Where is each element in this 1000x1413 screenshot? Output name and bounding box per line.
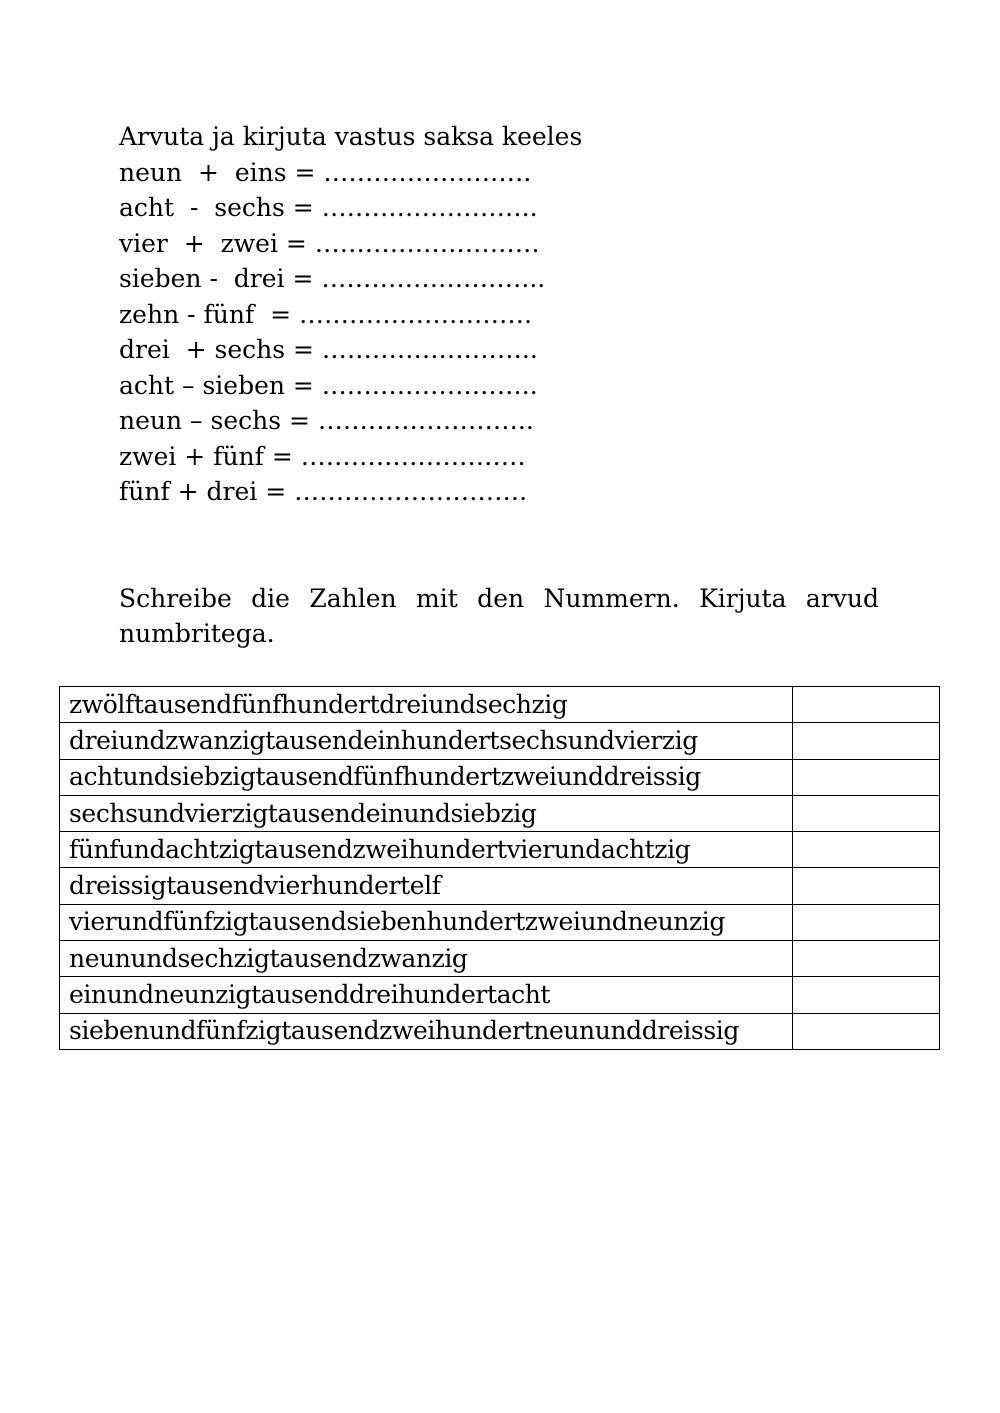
arithmetic-problem: zwei + fünf = ……………………… [119, 441, 526, 471]
answer-cell[interactable] [792, 1013, 939, 1049]
number-word-cell: siebenundfünfzigtausendzweihundertneununddreissig [60, 1013, 793, 1049]
answer-cell[interactable] [792, 977, 939, 1013]
table-row [60, 941, 940, 977]
answer-cell[interactable] [792, 832, 939, 868]
arithmetic-problem: neun – sechs = …………………….. [119, 406, 534, 435]
arithmetic-problem: vier + zwei = ……………………… [119, 228, 540, 258]
arithmetic-problem: zehn - fünf = ………………………. [119, 299, 532, 329]
exercise-2-instruction: Schreibe die Zahlen mit den Nummern. Kirjuta arvud numbritega. [119, 584, 879, 648]
answer-cell[interactable] [792, 868, 939, 904]
arithmetic-exercise [119, 119, 879, 510]
number-word-cell: dreiundzwanzigtausendeinhundertsechsundvierzig [60, 723, 793, 759]
table-row [60, 687, 940, 723]
number-word-cell: zwölftausendfünfhundertdreiundsechzig [60, 687, 793, 723]
answer-cell[interactable] [792, 759, 939, 795]
number-word-cell: neunundsechzigtausendzwanzig [60, 941, 793, 977]
answer-cell[interactable] [792, 723, 939, 759]
table-row [60, 723, 940, 759]
table-row [60, 759, 940, 795]
table-row [60, 1013, 940, 1049]
number-word-cell: dreissigtausendvierhundertelf [60, 868, 793, 904]
answer-cell[interactable] [792, 795, 939, 831]
arithmetic-problem: acht – sieben = …………………….. [119, 370, 538, 400]
exercise-1-instruction: Arvuta ja kirjuta vastus saksa keeles [119, 122, 583, 151]
number-word-cell: sechsundvierzigtausendeinundsiebzig [60, 795, 793, 831]
arithmetic-problem: drei + sechs = …………………….. [119, 335, 538, 364]
table-row [60, 904, 940, 940]
table-row [60, 977, 940, 1013]
number-word-cell: vierundfünfzigtausendsiebenhundertzweiundneunzig [60, 904, 793, 940]
answer-cell[interactable] [792, 941, 939, 977]
arithmetic-problem: acht - sechs = …………………….. [119, 193, 538, 222]
table-row [60, 795, 940, 831]
number-words-table [59, 686, 940, 1050]
table-row [60, 832, 940, 868]
arithmetic-problem: fünf + drei = ………………………. [119, 477, 528, 506]
arithmetic-problem: sieben - drei = ……………………... [119, 264, 546, 293]
number-word-cell: fünfundachtzigtausendzweihundertvierundachtzig [60, 832, 793, 868]
table-row [60, 868, 940, 904]
arithmetic-problem: neun + eins = ……………………. [119, 157, 532, 187]
number-word-cell: achtundsiebzigtausendfünfhundertzweiunddreissig [60, 759, 793, 795]
answer-cell[interactable] [792, 687, 939, 723]
number-word-cell: einundneunzigtausenddreihundertacht [60, 977, 793, 1013]
answer-cell[interactable] [792, 904, 939, 940]
